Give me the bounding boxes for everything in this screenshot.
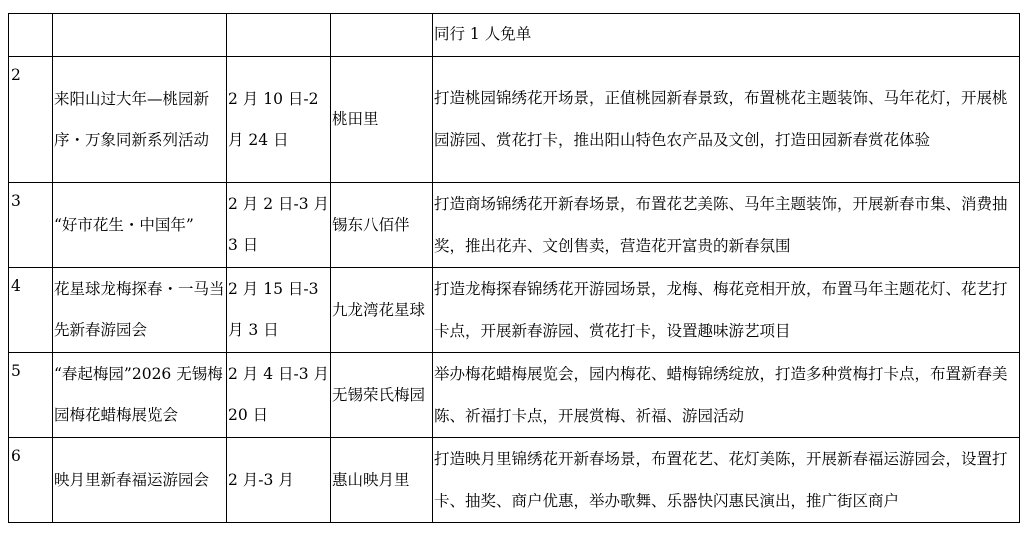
event-date: 2 月-3 月 [227, 438, 331, 523]
row-number: 3 [9, 183, 53, 268]
event-content: 同行 1 人免单 [433, 14, 1020, 57]
event-place: 惠山映月里 [331, 438, 433, 523]
table-row [9, 57, 1020, 183]
row-number: 2 [9, 57, 53, 183]
event-content: 打造桃园锦绣花开场景，正值桃园新春景致，布置桃花主题装饰、马年花灯，开展桃园游园、赏花打卡，推出阳山特色农产品及文创，打造田园新春赏花体验 [433, 57, 1020, 183]
event-name: “好市花生・中国年” [53, 183, 227, 268]
row-number: 6 [9, 438, 53, 523]
event-date [227, 14, 331, 57]
row-number: 4 [9, 268, 53, 353]
table-row [9, 438, 1020, 523]
event-name: 映月里新春福运游园会 [53, 438, 227, 523]
event-place: 锡东八佰伴 [331, 183, 433, 268]
event-name: “春起梅园”2026 无锡梅园梅花蜡梅展览会 [53, 353, 227, 438]
event-place [331, 14, 433, 57]
table-row [9, 14, 1020, 57]
event-place: 桃田里 [331, 57, 433, 183]
event-date: 2 月 15 日-3 月 3 日 [227, 268, 331, 353]
row-number [9, 14, 53, 57]
event-content: 举办梅花蜡梅展览会，园内梅花、蜡梅锦绣绽放，打造多种赏梅打卡点，布置新春美陈、祈福打卡点，开展赏梅、祈福、游园活动 [433, 353, 1020, 438]
event-name [53, 14, 227, 57]
event-content: 打造映月里锦绣花开新春场景，布置花艺、花灯美陈，开展新春福运游园会，设置打卡、抽奖、商户优惠，举办歌舞、乐器快闪惠民演出，推广街区商户 [433, 438, 1020, 523]
event-name: 花星球龙梅探春・一马当先新春游园会 [53, 268, 227, 353]
event-place: 九龙湾花星球 [331, 268, 433, 353]
events-table [8, 13, 1020, 523]
table-row [9, 183, 1020, 268]
event-place: 无锡荣氏梅园 [331, 353, 433, 438]
event-date: 2 月 2 日-3 月 3 日 [227, 183, 331, 268]
event-content: 打造商场锦绣花开新春场景，布置花艺美陈、马年主题装饰，开展新春市集、消费抽奖，推出花卉、文创售卖，营造花开富贵的新春氛围 [433, 183, 1020, 268]
table-row [9, 268, 1020, 353]
row-number: 5 [9, 353, 53, 438]
event-date: 2 月 4 日-3 月 20 日 [227, 353, 331, 438]
event-date: 2 月 10 日-2 月 24 日 [227, 57, 331, 183]
table-row [9, 353, 1020, 438]
event-name: 来阳山过大年—桃园新序・万象同新系列活动 [53, 57, 227, 183]
event-content: 打造龙梅探春锦绣花开游园场景，龙梅、梅花竞相开放，布置马年主题花灯、花艺打卡点，开展新春游园、赏花打卡，设置趣味游艺项目 [433, 268, 1020, 353]
